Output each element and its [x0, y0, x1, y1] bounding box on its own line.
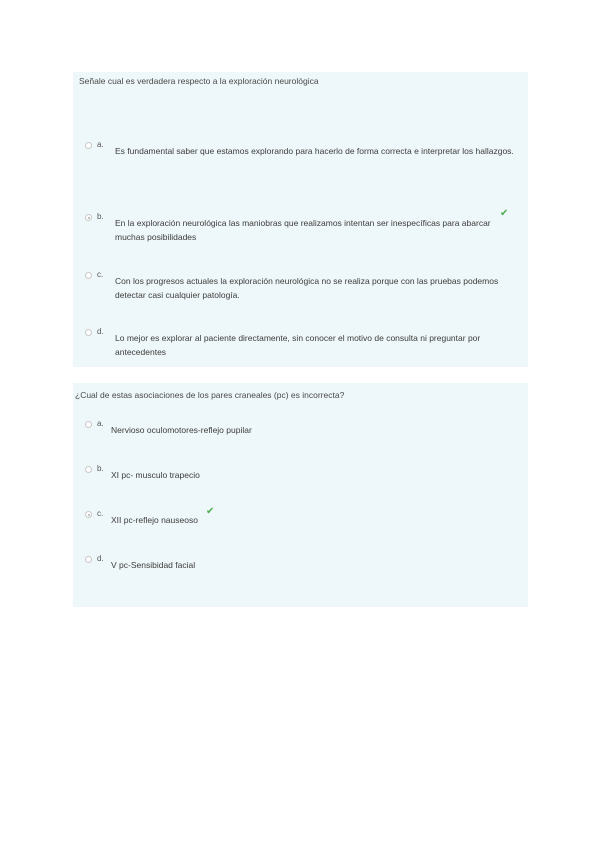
option-letter: a. — [97, 419, 104, 428]
check-icon: ✔ — [206, 506, 215, 517]
option-letter: d. — [97, 327, 104, 336]
option-text: V pc-Sensibidad facial — [111, 560, 196, 570]
option-text: XII pc-reflejo nauseoso — [111, 515, 198, 525]
option-text: En la exploración neurológica las maniobras que realizamos intentan ser inespecíficas para abarcar muchas posibilidades — [115, 218, 491, 242]
radio-icon[interactable] — [85, 214, 92, 221]
question-card-2 — [73, 383, 528, 607]
radio-icon[interactable] — [85, 466, 92, 473]
option-text: Con los progresos actuales la exploración neurológica no se realiza porque con las pruebas podemos detectar casi cualquier patología. — [115, 276, 499, 300]
option-letter: b. — [97, 464, 104, 473]
radio-icon[interactable] — [85, 421, 92, 428]
option-letter: a. — [97, 140, 104, 149]
radio-icon[interactable] — [85, 556, 92, 563]
option-text: Nervioso oculomotores-reflejo pupilar — [111, 425, 252, 435]
option-text: XI pc- musculo trapecio — [111, 470, 200, 480]
question-text: ¿Cual de estas asociaciones de los pares craneales (pc) es incorrecta? — [75, 390, 345, 400]
check-icon: ✔ — [500, 208, 509, 219]
radio-icon[interactable] — [85, 511, 92, 518]
option-letter: c. — [97, 509, 104, 518]
question-card-1 — [73, 72, 528, 367]
option-letter: d. — [97, 554, 104, 563]
option-text: Lo mejor es explorar al paciente directamente, sin conocer el motivo de consulta ni preguntar por antecedentes — [115, 333, 481, 357]
radio-icon[interactable] — [85, 142, 92, 149]
radio-icon[interactable] — [85, 272, 92, 279]
question-text: Señale cual es verdadera respecto a la exploración neurológica — [79, 76, 319, 86]
radio-icon[interactable] — [85, 329, 92, 336]
option-letter: b. — [97, 212, 104, 221]
option-text: Es fundamental saber que estamos explorando para hacerlo de forma correcta e interpretar los hallazgos. — [115, 146, 514, 156]
option-letter: c. — [97, 270, 104, 279]
